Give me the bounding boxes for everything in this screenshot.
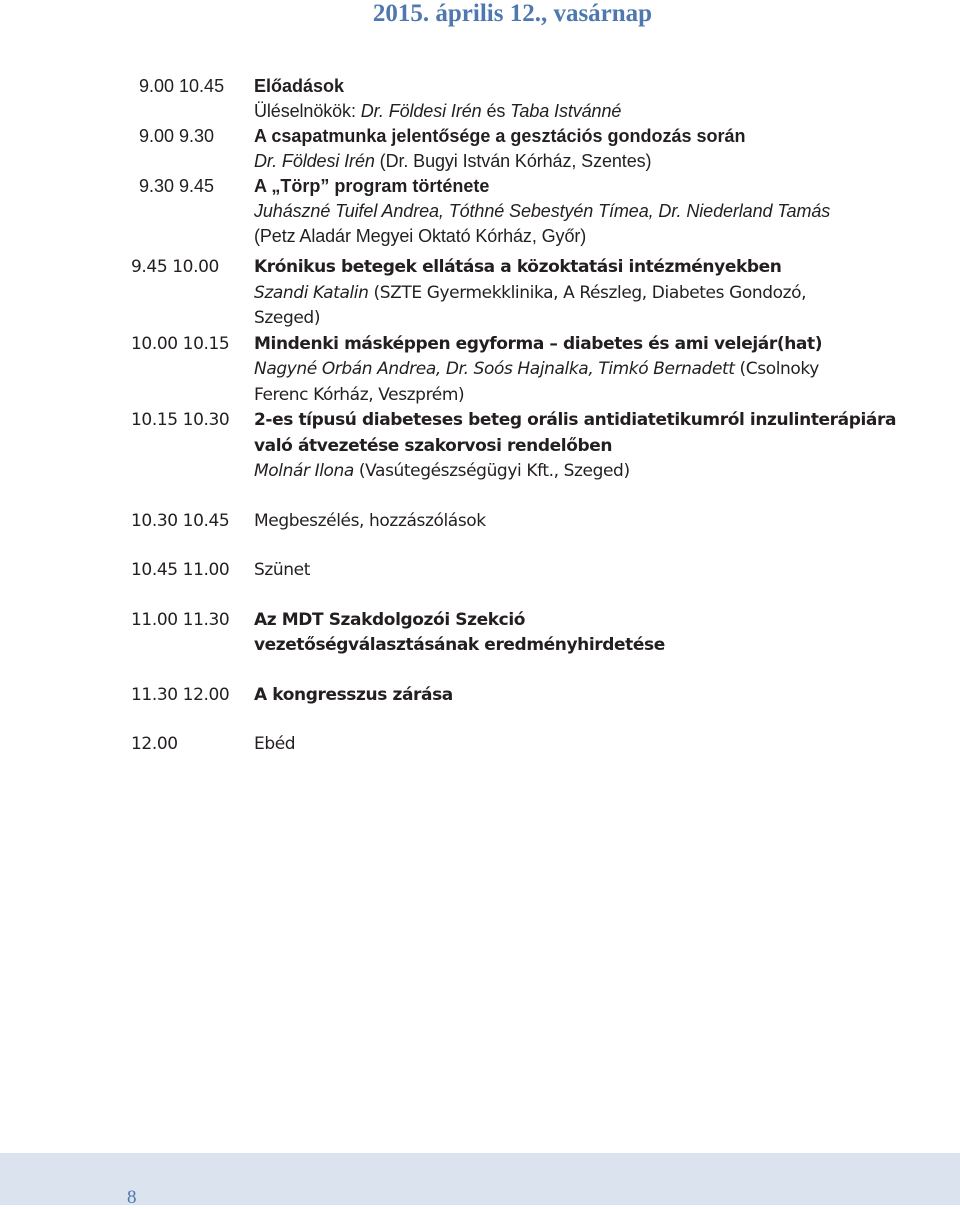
entry-detail-line [254,306,960,332]
entry-title-line [254,408,960,434]
entry-content [254,608,960,659]
session-title: Az MDT Szakdolgozói Szekció [254,609,526,630]
session-title: A kongresszus zárása [254,684,453,705]
presenter-name: Dr. Földesi Irén [360,101,482,121]
entry-detail-line [254,383,960,409]
presenter-name: Szandi Katalin [254,282,369,303]
entry-content [254,124,960,174]
entry-text: Üléselnökök: [254,101,361,121]
schedule-entry [0,608,960,659]
schedule-entry [0,174,960,249]
entry-detail-line [254,459,960,485]
presenter-name: Juhászné Tuifel Andrea, Tóthné Sebestyén Tímea, Dr. Niederland Tamás [254,201,831,221]
entry-title-line [254,255,960,281]
schedule-entry [0,124,960,174]
entry-detail-line [254,224,960,249]
entry-text: (SZTE Gyermekklinika, A Részleg, Diabetes Gondozó, [368,282,807,303]
page-number: 8 [127,1187,137,1208]
entry-content [254,408,960,485]
entry-detail-line [254,281,960,307]
session-title: vezetőségválasztásának eredményhirdetése [254,635,665,655]
entry-time: 10.45 11.00 [131,560,230,580]
schedule-block-morning [0,74,960,249]
entry-time: 10.15 10.30 [131,410,230,430]
entry-title-line [254,732,960,758]
entry-content [254,509,960,535]
schedule-gap [0,584,960,608]
entry-time: 9.00 10.45 [139,76,225,96]
entry-content [254,683,960,709]
entry-text: (Vasútegészségügyi Kft., Szeged) [353,461,630,481]
schedule-entry [0,408,960,485]
entry-time: 9.00 9.30 [139,126,215,146]
session-title: Előadások [254,76,345,96]
entry-text: Megbeszélés, hozzászólások [254,510,486,531]
entry-time: 11.00 11.30 [131,609,230,630]
entry-text: Szünet [254,560,310,580]
entry-title-line [254,509,960,535]
entry-text: Ferenc Kórház, Veszprém) [254,384,465,405]
entry-detail-line [254,149,960,174]
session-title: 2-es típusú diabeteses beteg orális antidiatetikumról inzulinterápiára [254,410,897,430]
entry-detail-line [254,199,960,224]
entry-title-line [254,683,960,709]
entry-detail-line [254,357,960,383]
footer-band [0,1153,960,1205]
entry-content [254,255,960,332]
session-title: A „Törp” program története [254,176,490,196]
schedule-entry [0,558,960,584]
entry-content [254,558,960,584]
entry-detail-line [254,99,960,124]
schedule-block-late [0,255,960,758]
presenter-name: Molnár Ilona [254,461,354,481]
entry-time: 10.30 10.45 [131,510,230,531]
schedule-entry [0,509,960,535]
entry-content [254,74,960,124]
schedule-entry [0,683,960,709]
session-title: való átvezetése szakorvosi rendelőben [254,435,613,456]
entry-title-line [254,174,960,199]
entry-time: 9.45 10.00 [131,257,219,277]
session-title: Mindenki másképpen egyforma – diabetes és ami velejár(hat) [254,333,823,354]
schedule-entry [0,74,960,124]
schedule-gap [0,534,960,558]
presenter-name: Taba Istvánné [510,101,622,121]
entry-text: (Dr. Bugyi István Kórház, Szentes) [374,151,652,171]
schedule-entry [0,255,960,332]
entry-title-line [254,74,960,99]
entry-time: 9.30 9.45 [139,176,215,196]
entry-text: (Petz Aladár Megyei Oktató Kórház, Győr) [254,226,587,246]
entry-title-line [254,124,960,149]
entry-title-line [254,558,960,584]
schedule-entry [0,332,960,409]
presenter-name: Dr. Földesi Irén [254,151,375,171]
entry-time: 11.30 12.00 [131,684,230,705]
schedule-entry [0,732,960,758]
session-title: Krónikus betegek ellátása a közoktatási intézményekben [254,257,782,277]
entry-detail-line [254,633,960,659]
entry-content [254,732,960,758]
entry-detail-line [254,434,960,460]
entry-text: és [481,101,511,121]
entry-title-line [254,608,960,634]
entry-time: 12.00 [131,734,178,754]
entry-text: (Csolnoky [734,359,819,379]
schedule-gap [0,485,960,509]
page-title: 2015. április 12., vasárnap [372,0,653,27]
entry-title-line [254,332,960,358]
presenter-name: Nagyné Orbán Andrea, Dr. Soós Hajnalka, Timkó Bernadett [254,359,735,379]
entry-content [254,332,960,409]
entry-time: 10.00 10.15 [131,333,230,354]
schedule-gap [0,708,960,732]
schedule-gap [0,659,960,683]
entry-text: Szeged) [254,308,321,328]
entry-text: Ebéd [254,734,296,754]
entry-content [254,174,960,249]
session-title: A csapatmunka jelentősége a gesztációs gondozás során [254,126,746,146]
